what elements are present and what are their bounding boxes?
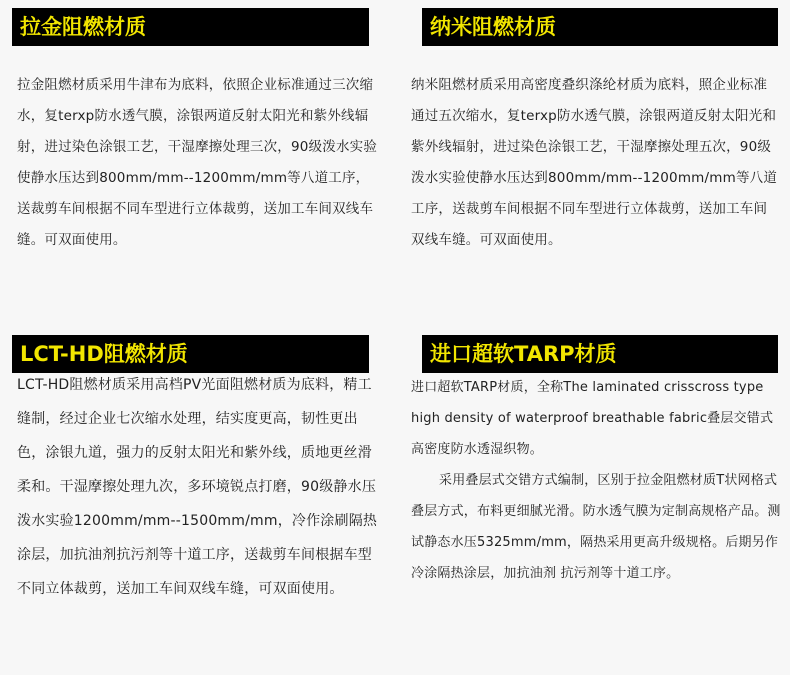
section-title-tarp: 进口超软TARP材质 — [422, 335, 778, 373]
tarp-paragraph-3: 叠层方式，布料更细腻光滑。防水透气膜为定制高规格产品。测试静态水压5325mm/mm，隔热采用更高升级规格。后期另作冷涂隔热涂层，加抗油剂 抗污剂等十道工序。 — [411, 504, 781, 581]
section-text-lct-hd: LCT-HD阻燃材质采用高档PV光面阻燃材质为底料，精工缝制，经过企业七次缩水处理，结实度更高，韧性更出色，涂银九道，强力的反射太阳光和紫外线，质地更丝滑柔和。干湿摩擦处理九次，多环境锐点打磨，90级静水压泼水实验1200mm/mm--1500mm/mm，冷作涂刷隔热涂层，加抗油剂抗污剂等十道工序，送裁剪车间根据车型不同立体裁剪，送加工车间双线车缝，可双面使用。 — [17, 377, 378, 597]
section-text-tarp — [411, 372, 783, 589]
tarp-paragraph-1: 进口超软TARP材质，全称The laminated crisscross type high density of waterproof breathable fabric叠层交错式高密度防水透湿织物。 — [411, 380, 774, 457]
section-title-lajin: 拉金阻燃材质 — [12, 8, 369, 46]
tarp-paragraph-2: 采用叠层式交错方式编制，区别于拉金阻燃材质T状网格式 — [439, 473, 778, 488]
section-title-lct-hd: LCT-HD阻燃材质 — [12, 335, 369, 373]
section-text-lajin: 拉金阻燃材质采用牛津布为底料，依照企业标准通过三次缩水，复terxp防水透气膜，涂银两道反射太阳光和紫外线辐射，进过染色涂银工艺，干湿摩擦处理三次，90级泼水实验使静水压达到800mm/mm--1200mm/mm等八道工序，送裁剪车间根据不同车型进行立体裁剪，送加工车间双线车缝。可双面使用。 — [17, 77, 378, 248]
section-title-nano: 纳米阻燃材质 — [422, 8, 778, 46]
section-text-nano: 纳米阻燃材质采用高密度叠织涤纶材质为底料，照企业标准通过五次缩水，复terxp防水透气膜，涂银两道反射太阳光和紫外线辐射，进过染色涂银工艺，干湿摩擦处理五次，90级泼水实验使静水压达到800mm/mm--1200mm/mm等八道工序，送裁剪车间根据不同车型进行立体裁剪，送加工车间双线车缝。可双面使用。 — [411, 77, 778, 248]
